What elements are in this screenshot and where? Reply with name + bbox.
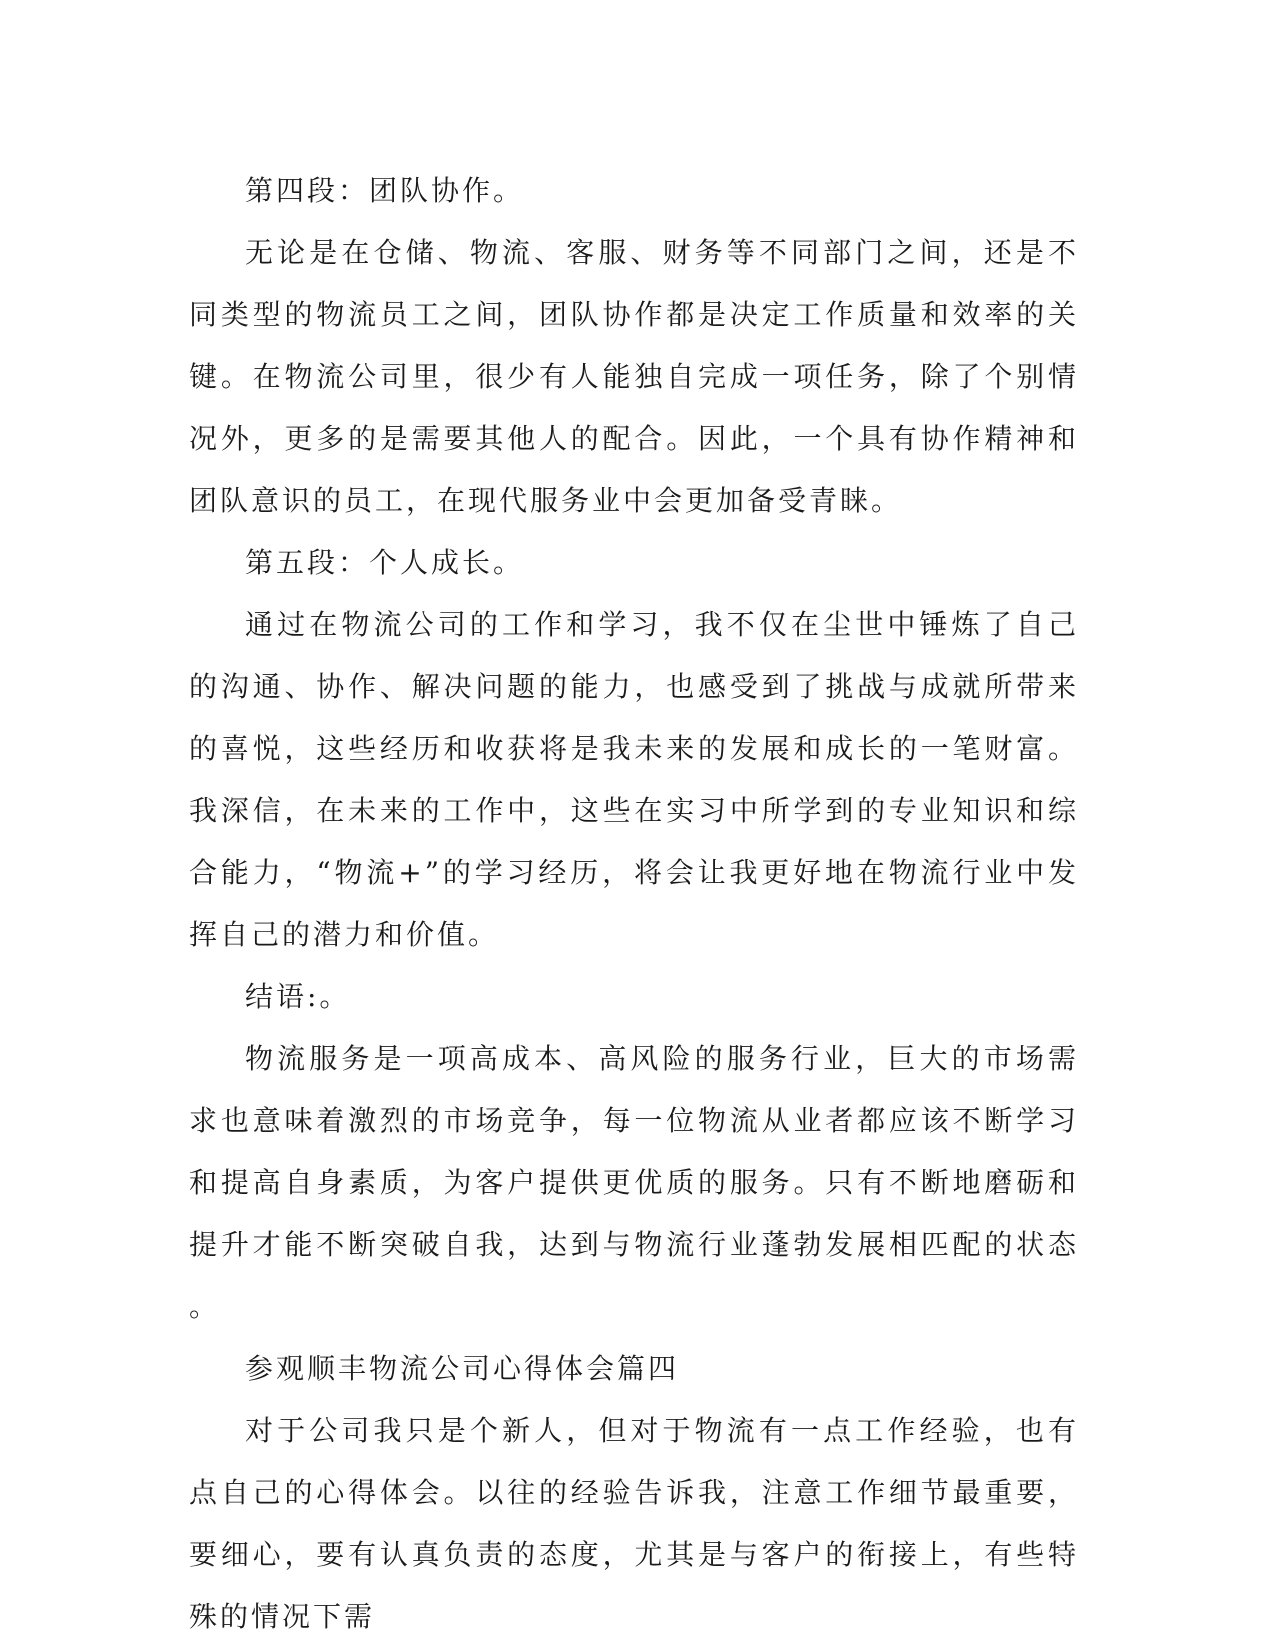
paragraph-part-four: 对于公司我只是个新人，但对于物流有一点工作经验，也有点自己的心得体会。以往的经验告诉我，注意工作细节最重要，要细心，要有认真负责的态度，尤其是与客户的衔接上，有些特殊的情况下需 bbox=[189, 1414, 1079, 1633]
section-heading-personal-growth: 第五段：个人成长。 bbox=[245, 546, 525, 579]
section-heading-conclusion: 结语:。 bbox=[245, 980, 351, 1013]
section-heading-part-four: 参观顺丰物流公司心得体会篇四 bbox=[245, 1352, 680, 1385]
paragraph-team-collaboration: 无论是在仓储、物流、客服、财务等不同部门之间，还是不同类型的物流员工之间，团队协作都是决定工作质量和效率的关键。在物流公司里，很少有人能独自完成一项任务，除了个别情况外，更多的是需要其他人的配合。因此，一个具有协作精神和团队意识的员工，在现代服务业中会更加备受青睐。 bbox=[189, 236, 1079, 517]
document-body bbox=[189, 160, 1079, 1648]
section-heading-team-collaboration: 第四段：团队协作。 bbox=[245, 174, 525, 207]
paragraph-personal-growth: 通过在物流公司的工作和学习，我不仅在尘世中锤炼了自己的沟通、协作、解决问题的能力，也感受到了挑战与成就所带来的喜悦，这些经历和收获将是我未来的发展和成长的一笔财富。我深信，在未来的工作中，这些在实习中所学到的专业知识和综合能力，“物流+”的学习经历，将会让我更好地在物流行业中发挥自己的潜力和价值。 bbox=[189, 608, 1079, 951]
paragraph-conclusion: 物流服务是一项高成本、高风险的服务行业，巨大的市场需求也意味着激烈的市场竞争，每一位物流从业者都应该不断学习和提高自身素质，为客户提供更优质的服务。只有不断地磨砺和提升才能不断突破自我，达到与物流行业蓬勃发展相匹配的状态。 bbox=[189, 1042, 1079, 1323]
